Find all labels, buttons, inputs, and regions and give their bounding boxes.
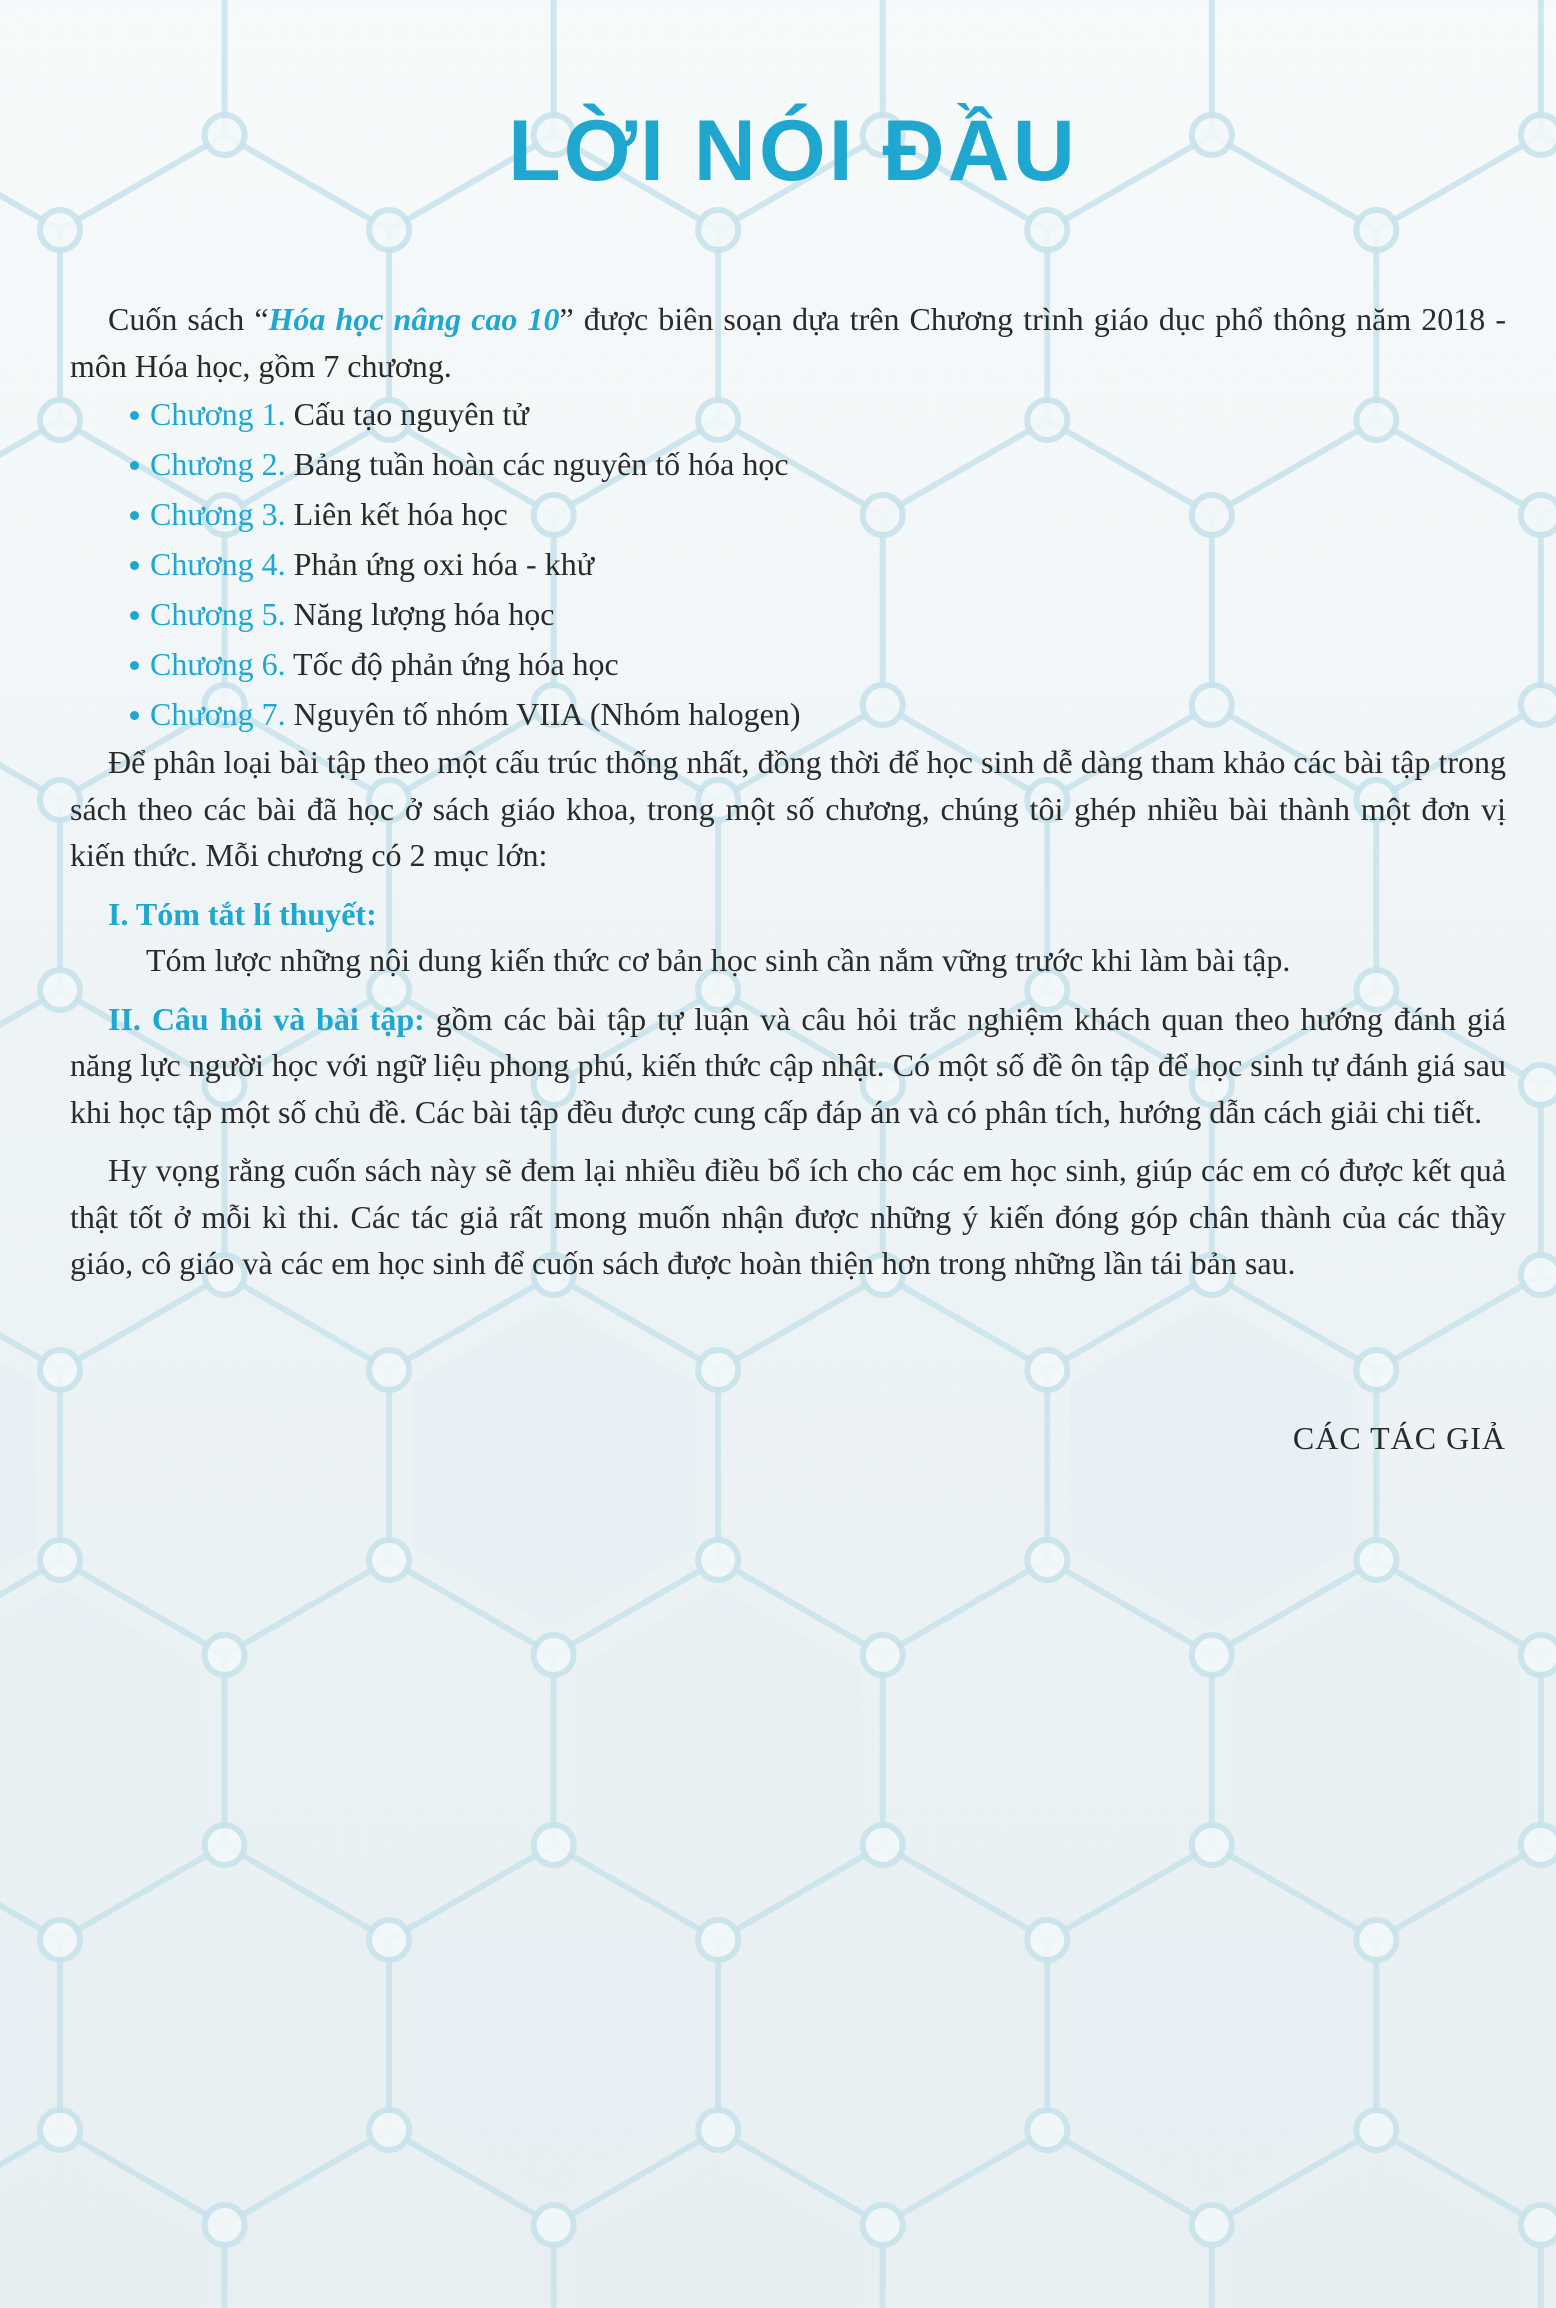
section1-body: Tóm lược những nội dung kiến thức cơ bản học sinh cần nắm vững trước khi làm bài tập. xyxy=(146,942,1291,978)
chapter-item xyxy=(150,539,1506,589)
chapter-item xyxy=(150,689,1506,739)
intro-paragraph xyxy=(70,296,1506,389)
structure-paragraph: Để phân loại bài tập theo một cấu trúc thống nhất, đồng thời để học sinh dễ dàng tham khảo các bài tập trong sách theo các bài đã học ở sách giáo khoa, trong một số chương, chúng tôi ghép nhiều bài thành một đơn vị kiến thức. Mỗi chương có 2 mục lớn: xyxy=(70,744,1506,873)
chapter-name: Phản ứng oxi hóa - khử xyxy=(293,546,595,582)
chapter-name: Năng lượng hóa học xyxy=(293,596,555,632)
book-title: Hóa học nâng cao 10 xyxy=(268,301,560,337)
preface-text xyxy=(70,296,1506,1287)
section1-heading: I. Tóm tắt lí thuyết: xyxy=(108,895,377,932)
hope-paragraph: Hy vọng rằng cuốn sách này sẽ đem lại nhiều điều bổ ích cho các em học sinh, giúp các em có được kết quả thật tốt ở mỗi kì thi. Các tác giả rất mong muốn nhận được những ý kiến đóng góp chân thành của các thầy giáo, cô giáo và các em học sinh để cuốn sách được hoàn thiện hơn trong những lần tái bản sau. xyxy=(70,1152,1506,1281)
section2-paragraph xyxy=(70,996,1506,1136)
intro-rest: ” được biên soạn dựa trên Chương trình giáo dục phổ thông năm 2018 - môn Hóa học, gồm 7 chương. xyxy=(70,301,1507,384)
section2-body: gồm các bài tập tự luận và câu hỏi trắc nghiệm khách quan theo hướng đánh giá năng lực người học với ngữ liệu phong phú, kiến thức cập nhật. Có một số đề ôn tập để học sinh tự đánh giá sau khi học tập một số chủ đề. Các bài tập đều được cung cấp đáp án và có phân tích, hướng dẫn cách giải chi tiết. xyxy=(70,1000,1507,1130)
page-title: LỜI NÓI ĐẦU xyxy=(508,103,1078,199)
chapter-label: Chương 4. xyxy=(150,546,286,582)
chapter-item xyxy=(150,439,1506,489)
chapter-label: Chương 7. xyxy=(150,696,286,732)
chapter-label: Chương 6. xyxy=(150,646,286,682)
chapter-list xyxy=(70,389,1506,739)
chapter-item xyxy=(150,589,1506,639)
chapter-label: Chương 5. xyxy=(150,596,286,632)
chapter-label: Chương 3. xyxy=(150,496,286,532)
chapter-name: Liên kết hóa học xyxy=(293,496,508,532)
chapter-name: Tốc độ phản ứng hóa học xyxy=(293,646,619,682)
intro-lead: Cuốn sách “ xyxy=(108,301,269,337)
chapter-item xyxy=(150,489,1506,539)
chapter-label: Chương 1. xyxy=(150,396,286,432)
chapter-label: Chương 2. xyxy=(150,446,286,482)
chapter-name: Bảng tuần hoàn các nguyên tố hóa học xyxy=(293,446,789,482)
chapter-name: Nguyên tố nhóm VIIA (Nhóm halogen) xyxy=(293,696,801,732)
chapter-item xyxy=(150,639,1506,689)
section2-heading: II. Câu hỏi và bài tập: xyxy=(108,1000,425,1037)
chapter-name: Cấu tạo nguyên tử xyxy=(293,396,529,432)
signature: CÁC TÁC GIẢ xyxy=(1292,1420,1506,1456)
chapter-item xyxy=(150,389,1506,439)
